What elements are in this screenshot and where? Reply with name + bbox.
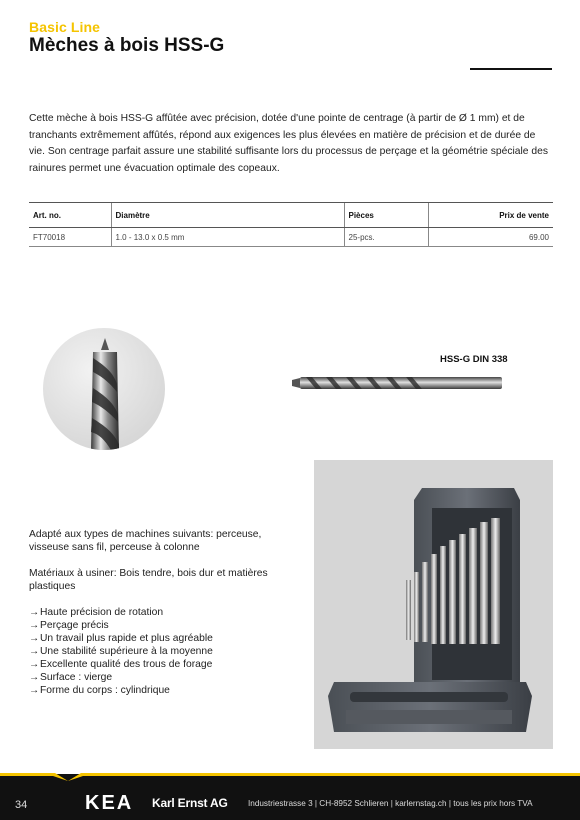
table-header-row xyxy=(29,203,553,228)
svg-text:KEA: KEA xyxy=(85,792,134,812)
drill-tip-icon xyxy=(43,328,165,450)
materials-text: Matériaux à usiner: Bois tendre, bois dur et matières plastiques xyxy=(29,568,268,592)
drill-case-icon xyxy=(314,460,553,749)
list-item: →Surface : vierge xyxy=(29,672,113,683)
product-details xyxy=(29,528,299,697)
feature-list xyxy=(29,606,299,697)
machines-text: Adapté aux types de machines suivants: perceuse, visseuse sans fil, perceuse à colonne xyxy=(29,529,262,553)
arrow-icon: → xyxy=(29,685,40,696)
list-item: →Excellente qualité des trous de forage xyxy=(29,659,213,670)
header-art-no: Art. no. xyxy=(29,203,111,228)
arrow-icon: → xyxy=(29,607,40,618)
drill-norm-label: HSS-G DIN 338 xyxy=(440,354,508,365)
arrow-icon: → xyxy=(29,633,40,644)
series-label: Basic Line xyxy=(29,19,101,35)
table-row xyxy=(29,228,553,247)
cell-art-no: FT70018 xyxy=(29,228,111,247)
list-item: →Forme du corps : cylindrique xyxy=(29,685,170,696)
arrow-icon: → xyxy=(29,646,40,657)
header-price: Prix de vente xyxy=(428,203,553,228)
cell-diameter: 1.0 - 13.0 x 0.5 mm xyxy=(111,228,344,247)
list-item: →Haute précision de rotation xyxy=(29,607,164,618)
page-number: 34 xyxy=(15,799,28,811)
cell-pieces: 25-pcs. xyxy=(344,228,428,247)
cell-price: 69.00 xyxy=(428,228,553,247)
intro-paragraph: Cette mèche à bois HSS-G affûtée avec précision, dotée d'une pointe de centrage (à partir de Ø 1 mm) et de tranchants extrêmement affûtés, répond aux exigences les plus élevées en matière de précision et de durée de vie. Son centrage parfait assure une stabilité suffisante lors du processus de perçage et la géométrie spéciale des rainures permet une évacuation optimale des copeaux. xyxy=(29,113,548,174)
list-item: →Une stabilité supérieure à la moyenne xyxy=(29,646,213,657)
drill-set-case-image xyxy=(314,460,553,749)
drill-bit-side-icon xyxy=(290,368,502,398)
header-diameter: Diamètre xyxy=(111,203,344,228)
list-item: →Un travail plus rapide et plus agréable xyxy=(29,633,213,644)
company-address: Industriestrasse 3 | CH-8952 Schlieren | karlernstag.ch | tous les prix hors TVA xyxy=(248,799,533,808)
arrow-icon: → xyxy=(29,620,40,631)
drill-tip-closeup-image xyxy=(43,328,165,450)
list-item: →Perçage précis xyxy=(29,620,109,631)
header-pieces: Pièces xyxy=(344,203,428,228)
spec-table xyxy=(29,202,553,247)
footer-accent-chevron xyxy=(0,773,580,781)
page-title: Mèches à bois HSS-G xyxy=(29,35,225,56)
arrow-icon: → xyxy=(29,659,40,670)
arrow-icon: → xyxy=(29,672,40,683)
kea-logo xyxy=(85,792,145,812)
title-rule xyxy=(470,68,552,70)
brand-name: Karl Ernst AG xyxy=(152,796,228,810)
